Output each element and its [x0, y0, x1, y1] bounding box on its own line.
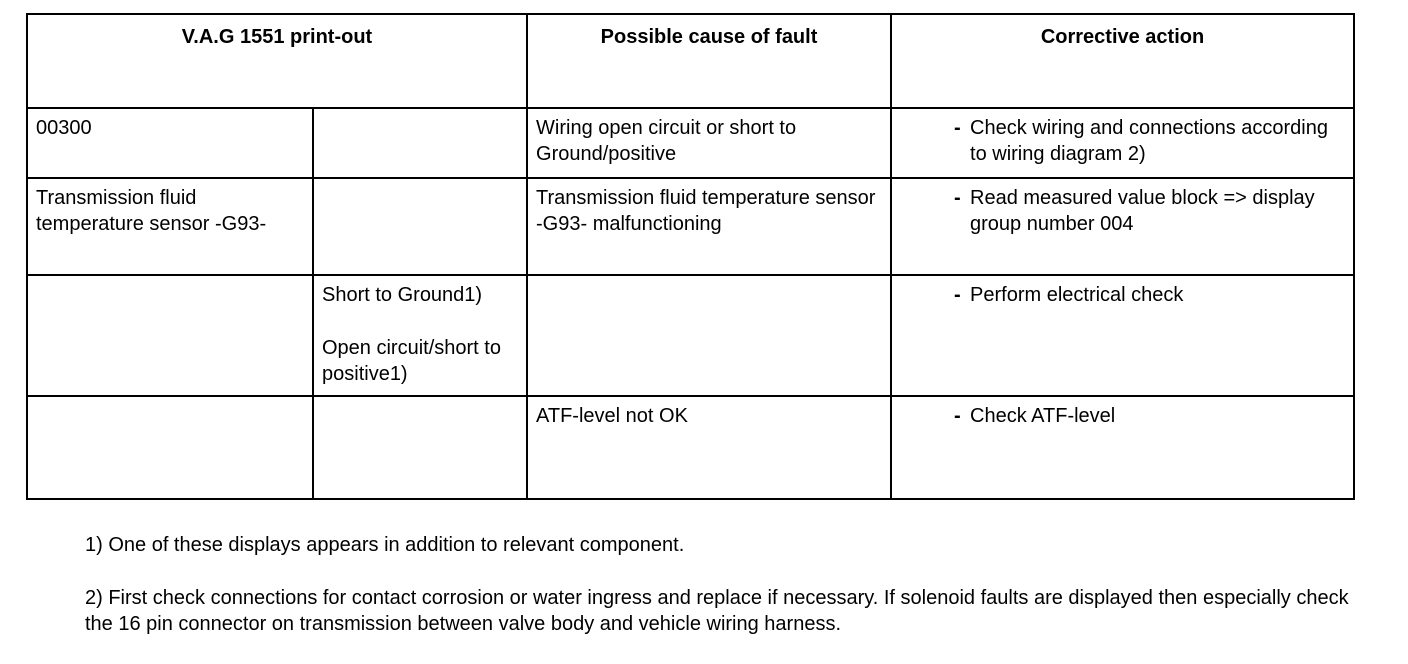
- fault-code-cell: 00300: [27, 108, 313, 178]
- footnote-1: 1) One of these displays appears in addition to relevant component.: [85, 534, 685, 556]
- fault-type-cell: [313, 275, 527, 396]
- bullet-dash: -: [954, 187, 961, 209]
- header-printout: V.A.G 1551 print-out: [27, 14, 527, 108]
- action-cell: [891, 178, 1354, 275]
- footnote-2: 2) First check connections for contact corrosion or water ingress and replace if necessary. If solenoid faults are displayed then especially check the 16 pin connector on transmission between valve body and vehicle wiring harness.: [85, 587, 1349, 635]
- footnotes: [85, 532, 1365, 664]
- table-row: [27, 108, 1354, 178]
- cause-cell: ATF-level not OK: [527, 396, 891, 499]
- fault-type-short-ground: Short to Ground1): [322, 284, 483, 306]
- fault-type-cell: [313, 108, 527, 178]
- table-row: [27, 275, 1354, 396]
- bullet-dash: -: [954, 117, 961, 139]
- cause-cell: [527, 275, 891, 396]
- cause-cell: Transmission fluid temperature sensor -G93- malfunctioning: [527, 178, 891, 275]
- table-row: [27, 178, 1354, 275]
- component-cell: [27, 396, 313, 499]
- action-cell: [891, 396, 1354, 499]
- component-cell: Transmission fluid temperature sensor -G93-: [27, 178, 313, 275]
- table-row: [27, 396, 1354, 499]
- header-row: [27, 14, 1354, 108]
- action-text: Read measured value block => display group number 004: [970, 187, 1315, 235]
- bullet-dash: -: [954, 405, 961, 427]
- fault-table: [26, 13, 1355, 500]
- action-cell: [891, 108, 1354, 178]
- fault-type-cell: [313, 178, 527, 275]
- header-cause: Possible cause of fault: [527, 14, 891, 108]
- action-text: Check wiring and connections according to wiring diagram 2): [970, 117, 1328, 165]
- cause-cell: Wiring open circuit or short to Ground/positive: [527, 108, 891, 178]
- action-cell: [891, 275, 1354, 396]
- bullet-dash: -: [954, 284, 961, 306]
- fault-type-cell: [313, 396, 527, 499]
- action-text: Check ATF-level: [970, 405, 1116, 427]
- action-text: Perform electrical check: [970, 284, 1184, 306]
- component-cell: [27, 275, 313, 396]
- fault-type-open-circuit: Open circuit/short to positive1): [322, 337, 501, 385]
- header-action: Corrective action: [891, 14, 1354, 108]
